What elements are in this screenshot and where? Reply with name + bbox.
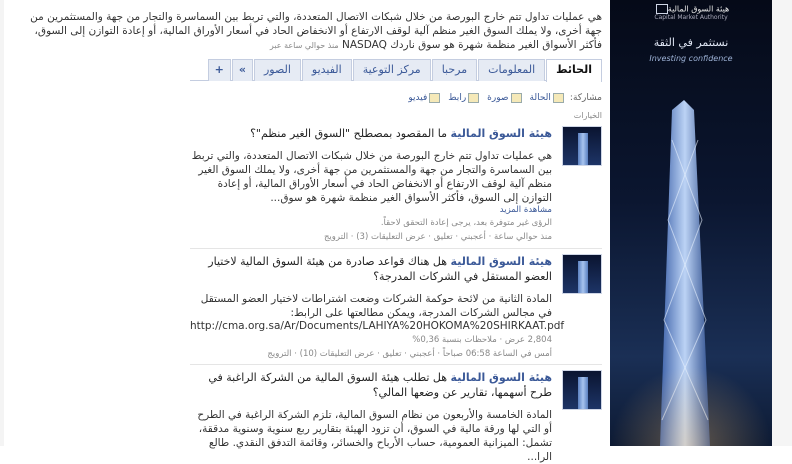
post-content: المادة الخامسة والأربعون من نظام السوق المالية، تلزم الشركة الراغبة في الطرح أو التي لها ورقة مالية في السوق، أن تزود الهيئة بتقارير ربع سنوية وسنوية مدققة، تشمل: الميزانية العمومية، حساب الأرباح والخسائر، وقائمة التدفق النقدي. طالع الرا... (197, 409, 552, 463)
page-avatar[interactable] (562, 126, 602, 166)
tab-awareness-center[interactable]: مركز التوعية (353, 59, 431, 81)
share-status-label: الحالة (529, 93, 551, 103)
post-question: هل تطلب هيئة السوق المالية من الشركة الراغبة في طرح أسهمها، تقارير عن وضعها المالي؟ (208, 371, 552, 399)
left-gutter (0, 0, 4, 446)
wall-post (190, 126, 602, 244)
share-link-label: رابط (448, 93, 467, 103)
page-avatar[interactable] (562, 370, 602, 410)
cma-logo-icon (656, 4, 668, 14)
video-icon (429, 93, 440, 103)
tab-photos[interactable]: الصور (254, 59, 301, 81)
share-status-button[interactable] (530, 93, 564, 103)
tab-wall[interactable]: الحائط (546, 59, 602, 82)
post-divider (190, 364, 602, 365)
wall-post (190, 254, 602, 362)
right-edge (772, 0, 792, 446)
link-icon (468, 93, 479, 103)
page-avatar[interactable] (562, 254, 602, 294)
post-meta[interactable]: منذ حوالي ساعة · أعجبني · تعليق · عرض التعليقات (3) · الترويج (323, 232, 552, 242)
post-author[interactable]: هيئة السوق المالية (450, 255, 552, 268)
status-icon (553, 93, 564, 103)
insights-note: الرؤى غير متوفرة بعد، يرجى إعادة التحقق لاحقاً. (380, 218, 552, 228)
header-status-text (12, 10, 602, 53)
slogan-ar: نستثمر في الثقة (653, 36, 729, 49)
logo-en: Capital Market Authority (654, 14, 728, 21)
post-content: هي عمليات تداول تتم خارج البورصة من خلال شبكات الاتصال المتعددة، والتي تربط بين السماسرة والتجار من جهة والمستثمرين من جهة أخرى، ولا يملك السوق الغير منظم آلية لوقف الارتفاع أو الانخفاض الحاد في أسعار الأوراق المالية، أو إعادة التوازن إلى السوق، فأكثر الأسواق الغير منظمة شهرة هو سوق... (191, 150, 552, 204)
photo-icon (511, 93, 522, 103)
tab-add-icon[interactable]: + (208, 59, 231, 81)
header-meta: منذ حوالي ساعة عبر (269, 41, 339, 50)
wall-post (190, 370, 602, 463)
post-author[interactable]: هيئة السوق المالية (450, 127, 552, 140)
header-text: هي عمليات تداول تتم خارج البورصة من خلال شبكات الاتصال المتعددة، والتي تربط بين السماسرة والتجار من جهة والمستثمرين من جهة أخرى، ولا يملك السوق الغير منظم آلية لوقف الارتفاع أو الانخفاض الحاد في أسعار الأوراق المالية، أو إعادة التوازن إلى السوق، فأكثر الأسواق الغير منظمة شهرة هو سوق ناردك NASDAQ (30, 11, 602, 51)
post-stats: 2,804 عرض · ملاحظات بنسبة 0,36% (412, 335, 552, 345)
tab-more-icon[interactable]: » (232, 59, 253, 81)
post-author[interactable]: هيئة السوق المالية (450, 371, 552, 384)
share-video-label: فيديو (408, 93, 428, 103)
logo-ar: هيئة السوق المالية (667, 4, 730, 14)
tab-info[interactable]: المعلومات (478, 59, 545, 81)
post-link[interactable]: http://cma.org.sa/Ar/Documents/LAHIYA%20HOKOMA%20SHIRKAAT.pdf (190, 320, 565, 332)
sidebar-banner-ad[interactable] (610, 0, 772, 446)
slogan-en: Investing confidence (649, 54, 733, 63)
post-divider (190, 248, 602, 249)
post-meta[interactable]: أمس في الساعة 06:58 صباحاً · أعجبني · تعليق · عرض التعليقات (10) · الترويج (267, 349, 552, 359)
options-link[interactable]: الخيارات (573, 111, 602, 120)
share-photo-label: صورة (487, 93, 509, 103)
tab-welcome[interactable]: مرحبا (432, 59, 477, 81)
cma-logo (610, 4, 772, 21)
post-content: المادة الثانية من لائحة حوكمة الشركات وضعت اشتراطات لاختيار العضو المستقل في مجالس الشركات المدرجة، ويمكن مطالعتها على الرابط: (200, 293, 552, 319)
tab-video[interactable]: الفيديو (302, 59, 352, 81)
share-bar (190, 90, 602, 106)
post-question: ما المقصود بمصطلح "السوق الغير منظم"؟ (250, 127, 448, 140)
share-link-button[interactable] (448, 93, 479, 103)
page-tabs (190, 59, 602, 81)
see-more-link[interactable]: مشاهدة المزيد (499, 205, 552, 215)
share-label: مشاركة: (569, 93, 602, 103)
share-video-button[interactable] (408, 93, 440, 103)
post-question: هل هناك قواعد صادرة من هيئة السوق المالية لاختيار العضو المستقل في الشركات المدرجة؟ (208, 255, 552, 283)
city-lights (610, 366, 772, 446)
share-photo-button[interactable] (487, 93, 521, 103)
